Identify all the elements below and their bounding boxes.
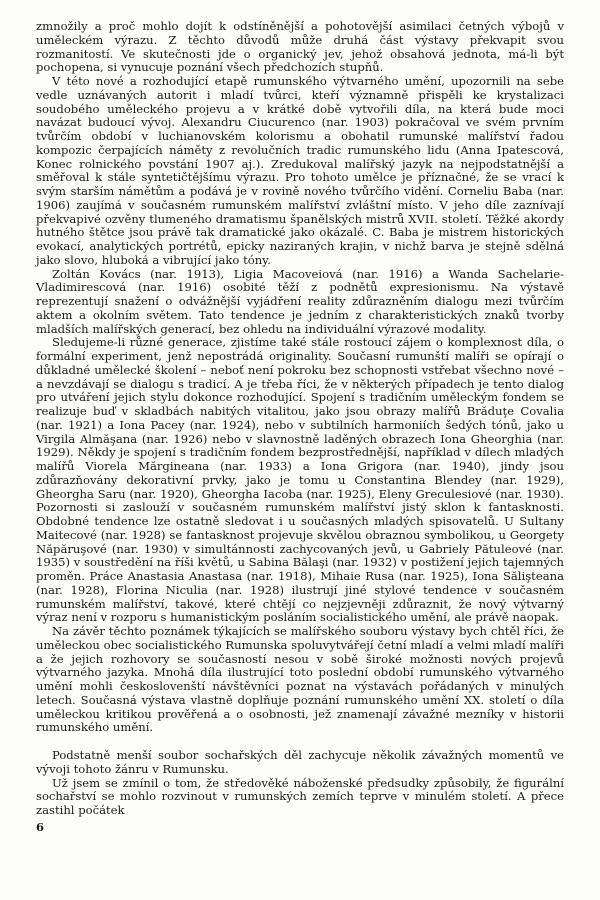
page-number: 6 xyxy=(36,820,45,834)
paragraph-generace: Sledujeme-li různé generace, zjistíme také stále rostoucí zájem o komplexnost díla, o formální experiment, jenž nepostrádá originality. Současní rumunští malíři se opírají o důkladné umělecké školení – neboť není pokroku bez schopnosti vstřebat všechno nové – a nevzdávají se dialogu s tradicí. A je třeba říci, že v některých případech je tento dialog pro utváření jejich stylu dokonce rozhodující. Spojení s tradičním uměleckým fondem se realizuje buď v skladbách nabitých vitalitou, jako jsou obrazy malířů Brăduţe Covalia (nar. 1921) a Iona Pacey (nar. 1924), nebo v subtilních harmoniích šedých tónů, jako u Virgila Almăşana (nar. 1926) nebo v slavnostně laděných obrazech Iona Gheorghia (nar. 1929). Někdy je spojení s tradičním fondem bezprostřednější, například v dílech mladých malířů Viorela Mărgineana (nar. 1933) a Iona Grigora (nar. 1940), jindy jsou zdůrazňovány dekorativní prvky, jako je tomu u Constantina Blendey (nar. 1929), Gheorgha Saru (nar. 1920), Gheorgha Iacoba (nar. 1925), Eleny Greculesiové (nar. 1930). Pozornosti si zaslouží v současném rumunském malířství jistý sklon k fantasknosti. Obdobné tendence lze ostatně sledovat i u současných mladých spisovatelů. U Sultany Maitecové (nar. 1928) se fantasknost projevuje skvělou obraznou symbolikou, u Georgety Năpăruşové (nar. 1930) v simultánnosti zachycovaných jevů, u Gabriely Pătuleové (nar. 1935) v soustředění na říši květů, u Sabina Bălaşi (nar. 1932) v postižení jejich tajemných proměn. Práce Anastasia Anastasa (nar. 1918), Mihaie Rusa (nar. 1925), Iona Sălişteana (nar. 1928), Florina Niculia (nar. 1928) ilustrují jiné stylové tendence v současném rumunském malířství, takové, které chtějí co nejzjevněji zdůraznit, že nový výtvarný výraz není v rozporu s humanistickým posláním socialistického umění, ale právě naopak. xyxy=(36,335,564,625)
body-text xyxy=(36,20,564,818)
paragraph-continuation: zmnožily a proč mohlo dojít k odstíněnější a pohotovější asimilaci četných výbojů v uměleckém výrazu. Z těchto důvodů může druhá část výstavy překvapit svou rozmanitostí. Ve skutečnosti jde o organický jev, jehož obsahová jednota, má-li být pochopena, si vynucuje poznání všech předchozích stupňů. xyxy=(36,19,564,75)
paragraph-new-etapa: V této nové a rozhodující etapě rumunského výtvarného umění, upozornili na sebe vedle uznávaných autorit i mladí tvůrci, kteří významně přispěli ke krystalizaci soudobého uměleckého projevu a v krátké době vytvořili díla, na která bude moci navázat budoucí vývoj. Alexandru Ciucurenco (nar. 1903) pokračoval ve svém prvním tvůrčím období v luchianovském kolorismu a obohatil rumunské malířství řadou kompozic čerpajících náměty z revolučních tradic rumunského lidu (Anna Ipatescová, Konec rolnického povstání 1907 aj.). Zredukoval malířský jazyk na nejpodstatnější a směřoval k stále syntetičtějšímu výrazu. Pro tohoto umělce je příznačné, že se vrací k svým starším námětům a podává je v rovině nového tvůrčího vidění. Corneliu Baba (nar. 1906) zaujímá v současném rumunském malířství zvláštní místo. V jeho díle zaznívají překvapivé ozvěny tlumeného dramatismu španělských mistrů XVII. století. Těžké akordy hutného štětce jsou právě tak dramatické jako okázalé. C. Baba je mistrem historických evokací, analytických portrétů, epicky naziraných krajin, v nichž barva je stejně sdělná jako slovo, hluboká a vibrující jako tóny. xyxy=(36,74,564,267)
paragraph-socharstvi-intro: Podstatně menší soubor sochařských děl zachycuje několik závažných momentů ve vývoji tohoto žánru v Rumunsku. xyxy=(36,748,564,776)
paragraph-expresionismus: Zoltán Kovács (nar. 1913), Ligia Macoveiová (nar. 1916) a Wanda Sachelarie-Vladimirescová (nar. 1916) osobité těží z podnětů expresionismu. Na výstavě reprezentují snažení o odvážnější vyjádření reality zdůrazněním dialogu mezi tvůrčím aktem a okolním světem. Tato tendence je jedním z charakteristických znaků tvorby mladších malířských generací, bez ohledu na individuální výrazové modality. xyxy=(36,266,564,336)
paragraph-socharstvi: Už jsem se zmínil o tom, že středověké náboženské předsudky způsobily, že figurální sochařství se mohlo rozvinout v rumunských zemích teprve v minulém století. A přece zastihl počátek xyxy=(36,775,564,817)
paragraph-zaver-malirstvi: Na závěr těchto poznámek týkajících se malířského souboru výstavy bych chtěl říci, že uměleckou obec socialistického Rumunska spoluvytvářejí četní mladí a velmi mladí malíři a že jejich rozhovory se současností nesou v sobě široké možnosti nových projevů výtvarného jazyka. Mnohá díla ilustrující toto poslední období rumunského výtvarného umění mohli českoslovenští návštěvníci poznat na výstavách pořádaných v minulých letech. Současná výstava vlastně doplňuje poznání rumunského umění XX. století o díla uměleckou kritikou prověřená a o osobnosti, jež znamenají závažné mezníky v historii rumunského umění. xyxy=(36,624,564,735)
